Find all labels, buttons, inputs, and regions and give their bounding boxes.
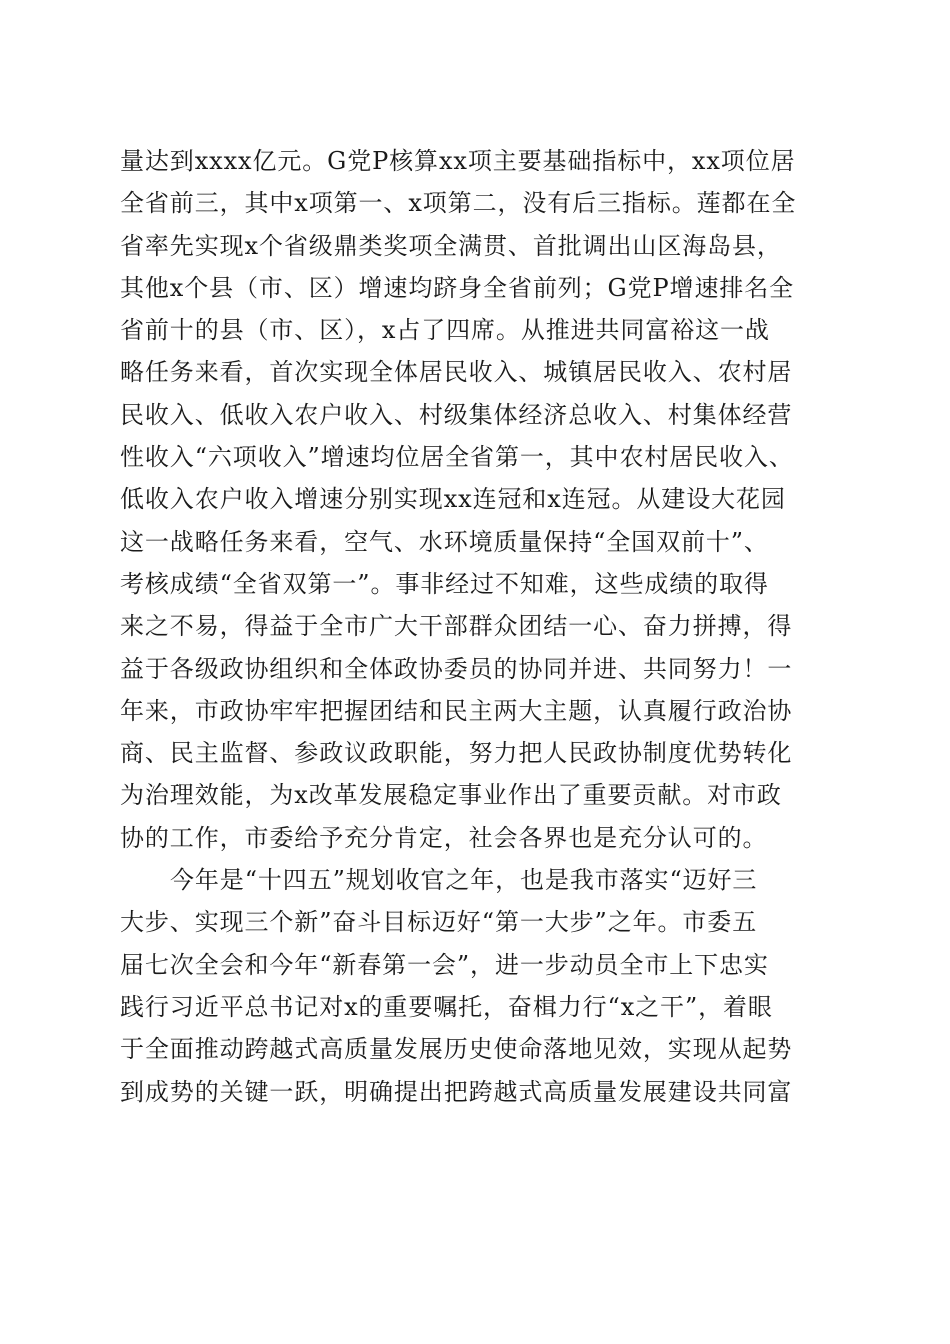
text-line: 来之不易，得益于全市广大干部群众团结一心、奋力拼搏，得 bbox=[120, 612, 793, 641]
text-line: 其他x个县（市、区）增速均跻身全省前列；G党P增速排名全 bbox=[120, 273, 795, 302]
body-text bbox=[120, 140, 840, 1113]
text-line: 略任务来看，首次实现全体居民收入、城镇居民收入、农村居 bbox=[120, 358, 793, 387]
text-line: 践行习近平总书记对x的重要嘱托，奋楫力行“x之干”，着眼 bbox=[120, 992, 773, 1021]
text-line: 考核成绩“全省双第一”。事非经过不知难，这些成绩的取得 bbox=[120, 569, 769, 598]
text-line: 民收入、低收入农户收入、村级集体经济总收入、村集体经营 bbox=[120, 400, 793, 429]
text-line: 性收入“六项收入”增速均位居全省第一，其中农村居民收入、 bbox=[120, 443, 794, 472]
text-line: 大步、实现三个新”奋斗目标迈好“第一大步”之年。市委五 bbox=[120, 908, 758, 937]
text-line: 年来，市政协牢牢把握团结和民主两大主题，认真履行政治协 bbox=[120, 696, 793, 725]
text-line: 这一战略任务来看，空气、水环境质量保持“全国双前十”、 bbox=[120, 527, 769, 556]
text-line: 省率先实现x个省级鼎类奖项全满贯、首批调出山区海岛县， bbox=[120, 231, 782, 260]
text-line: 商、民主监督、参政议政职能，努力把人民政协制度优势转化 bbox=[120, 739, 793, 768]
text-line: 届七次全会和今年“新春第一会”，进一步动员全市上下忠实 bbox=[120, 950, 769, 979]
text-line: 省前十的县（市、区），x占了四席。从推进共同富裕这一战 bbox=[120, 316, 770, 345]
text-line: 低收入农户收入增速分别实现xx连冠和x连冠。从建设大花园 bbox=[120, 485, 786, 514]
text-line: 量达到xxxx亿元。G党P核算xx项主要基础指标中，xx项位居 bbox=[120, 147, 796, 175]
text-line: 协的工作，市委给予充分肯定，社会各界也是充分认可的。 bbox=[120, 823, 768, 852]
text-line: 为治理效能，为x改革发展稳定事业作出了重要贡献。对市政 bbox=[120, 781, 782, 810]
text-line: 于全面推动跨越式高质量发展历史使命落地见效，实现从起势 bbox=[120, 1035, 793, 1064]
text-line: 到成势的关键一跃，明确提出把跨越式高质量发展建设共同富 bbox=[120, 1077, 793, 1106]
paragraph-first-line: 今年是“十四五”规划收官之年，也是我市落实“迈好三 bbox=[170, 866, 758, 895]
text-line: 全省前三，其中x项第一、x项第二，没有后三指标。莲都在全 bbox=[120, 189, 797, 218]
text-line: 益于各级政协组织和全体政协委员的协同并进、共同努力！一 bbox=[120, 654, 793, 683]
